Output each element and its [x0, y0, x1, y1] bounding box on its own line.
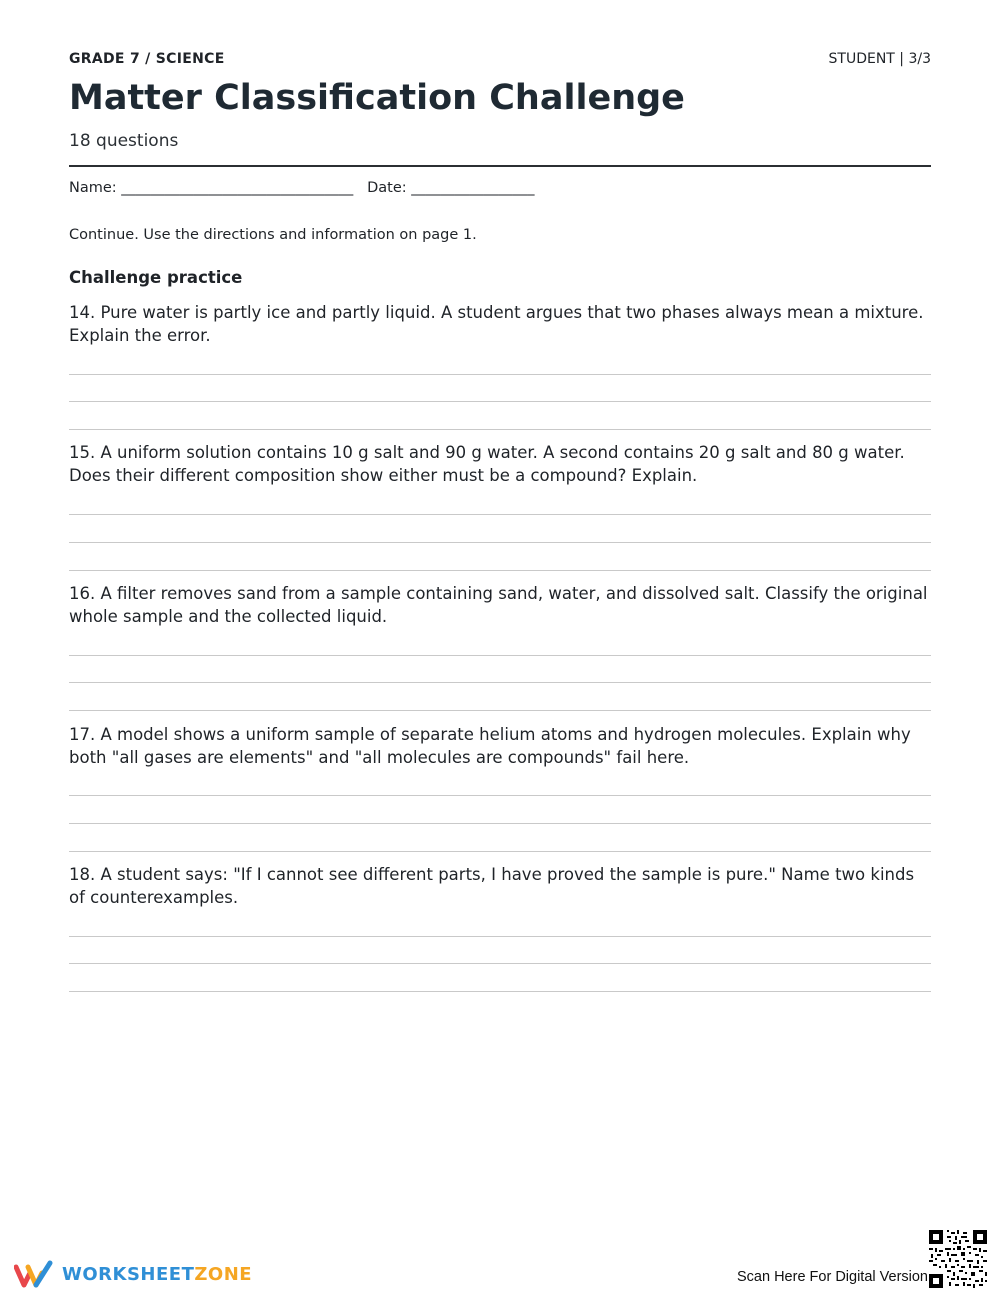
answer-line[interactable] — [69, 682, 931, 683]
worksheetzone-logo[interactable] — [14, 1258, 252, 1290]
question-16 — [69, 583, 931, 628]
question-text: 17. A model shows a uniform sample of separate helium atoms and hydrogen molecules. Explain why both "all gases are elements" and "all molecules are compounds" fail here. — [69, 725, 911, 767]
directions-text: Continue. Use the directions and information on page 1. — [69, 227, 477, 243]
question-count: 18 questions — [69, 131, 179, 151]
logo-word-worksheet: WORKSHEET — [62, 1263, 195, 1285]
student-page-number: STUDENT | 3/3 — [828, 51, 931, 67]
answer-line[interactable] — [69, 851, 931, 852]
answer-line[interactable] — [69, 514, 931, 515]
answer-line[interactable] — [69, 795, 931, 796]
logo-word-zone: ZONE — [194, 1263, 253, 1285]
worksheetzone-logo-icon — [14, 1259, 56, 1289]
name-date-fields: Name: ________________________________ Date: _________________ — [69, 180, 535, 196]
logo-wordmark — [62, 1264, 252, 1285]
question-15 — [69, 442, 931, 487]
question-text: 16. A filter removes sand from a sample containing sand, water, and dissolved salt. Classify the original whole sample and the collected liquid. — [69, 584, 928, 626]
answer-line[interactable] — [69, 542, 931, 543]
answer-line[interactable] — [69, 655, 931, 656]
grade-subject: GRADE 7 / SCIENCE — [69, 51, 225, 67]
answer-line[interactable] — [69, 963, 931, 964]
answer-line[interactable] — [69, 429, 931, 430]
scan-caption: Scan Here For Digital Version — [737, 1269, 928, 1285]
qr-code-icon[interactable] — [929, 1230, 987, 1288]
answer-line[interactable] — [69, 936, 931, 937]
question-18 — [69, 864, 931, 909]
page-title: Matter Classification Challenge — [69, 78, 685, 118]
answer-line[interactable] — [69, 374, 931, 375]
question-text: 14. Pure water is partly ice and partly liquid. A student argues that two phases always mean a mixture. Explain the error. — [69, 303, 924, 345]
answer-line[interactable] — [69, 823, 931, 824]
answer-line[interactable] — [69, 710, 931, 711]
answer-line[interactable] — [69, 570, 931, 571]
answer-line[interactable] — [69, 401, 931, 402]
question-text: 15. A uniform solution contains 10 g salt and 90 g water. A second contains 20 g salt and 80 g water. Does their different composition show either must be a compound? Explain. — [69, 443, 905, 485]
answer-line[interactable] — [69, 991, 931, 992]
question-17 — [69, 724, 931, 769]
question-14 — [69, 302, 931, 347]
section-heading: Challenge practice — [69, 268, 243, 287]
question-text: 18. A student says: "If I cannot see different parts, I have proved the sample is pure." Name two kinds of counterexamples. — [69, 865, 915, 907]
header-bar — [69, 51, 931, 69]
header-divider — [69, 165, 931, 167]
